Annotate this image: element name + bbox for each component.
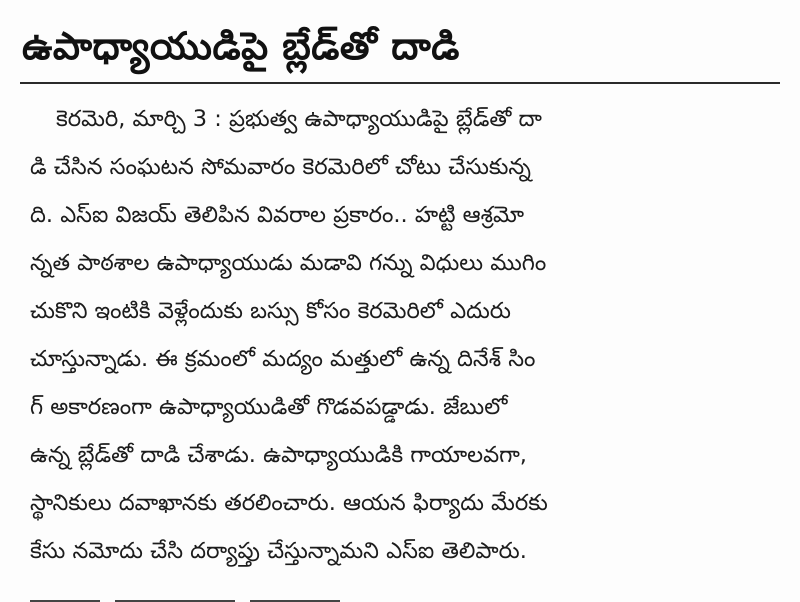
article-line: చూస్తున్నాడు. ఈ క్రమంలో మద్యం మత్తులో ఉన్న దినేశ్ సిం bbox=[30, 346, 536, 372]
article-line: స్థానికులు దవాఖానకు తరలించారు. ఆయన ఫిర్యాదు మేరకు bbox=[30, 490, 548, 516]
article-line: డి చేసిన సంఘటన సోమవారం కెరమెరిలో చోటు చేసుకున్న bbox=[30, 154, 531, 180]
article-headline: ఉపాధ్యాయుడిపై బ్లేడ్‌తో దాడి bbox=[22, 24, 460, 68]
article-body bbox=[30, 95, 775, 575]
article-line: ఉన్న బ్లేడ్‌తో దాడి చేశాడు. ఉపాధ్యాయుడికి గాయాలవగా, bbox=[30, 442, 527, 468]
article-line: ది. ఎస్ఐ విజయ్ తెలిపిన వివరాల ప్రకారం.. హట్టి ఆశ్రమో bbox=[30, 202, 524, 228]
headline-divider bbox=[20, 82, 780, 84]
article-line: గ్ అకారణంగా ఉపాధ్యాయుడితో గొడవపడ్డాడు. జేబులో bbox=[30, 394, 508, 420]
article-line: కెరమెరి, మార్చి 3 : ప్రభుత్వ ఉపాధ్యాయుడిపై బ్లేడ్‌తో దా bbox=[56, 106, 542, 132]
article-line: న్నత పాఠశాల ఉపాధ్యాయుడు మడావి గన్ను విధులు ముగిం bbox=[30, 250, 547, 276]
article-line: చుకొని ఇంటికి వెళ్లేందుకు బస్సు కోసం కెరమెరిలో ఎదురు bbox=[30, 298, 511, 324]
cropped-next-article-fragment bbox=[30, 588, 390, 602]
article-line: కేసు నమోదు చేసి దర్యాప్తు చేస్తున్నామని ఎస్ఐ తెలిపారు. bbox=[30, 538, 527, 564]
